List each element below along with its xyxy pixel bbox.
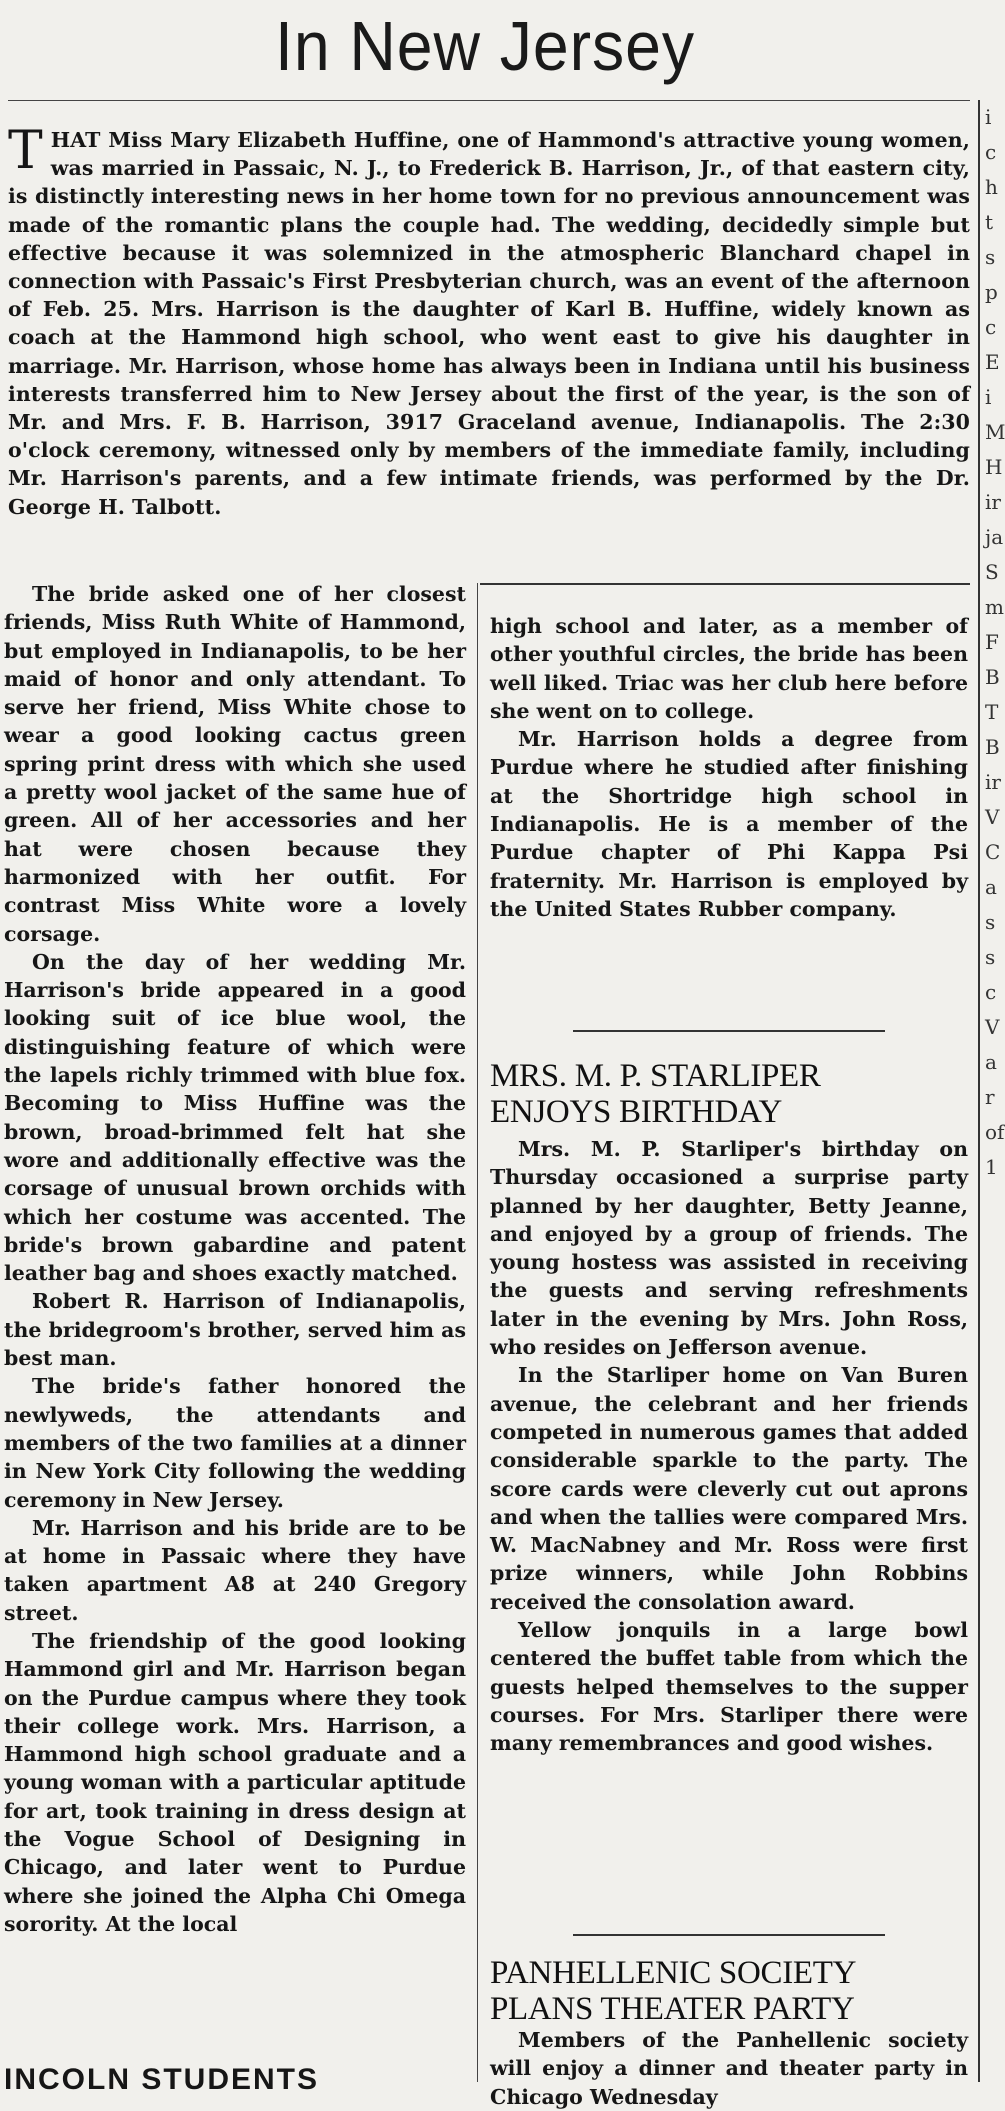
left-paragraph: On the day of her wedding Mr. Harrison's bride appeared in a good looking suit of ice blue wool, the distinguishing feature of which were the lapels richly trimmed with blue fox. Becoming to Miss Huffine was the brown, broad-brimmed felt hat she wore and additionally effective was the corsage of unusual brown orchids with which her costume was accented. The bride's brown gabardine and patent leather bag and shoes exactly matched. bbox=[4, 949, 466, 1286]
page-headline: In New Jersey bbox=[275, 7, 695, 85]
left-paragraph: The bride asked one of her closest friends, Miss Ruth White of Hammond, but employed in Indianapolis, to be her maid of honor and only attendant. To serve her friend, Miss White chose to wear a good looking cactus green spring print dress with which she used a pretty wool jacket of the same hue of green. All of her accessories and her hat were chosen because they harmonized with her outfit. For contrast Miss White wore a lovely corsage. bbox=[4, 582, 466, 946]
mid-paragraph: Mr. Harrison holds a degree from Purdue where he studied after finishing at the Shortridge high school in Indianapolis. He is a member of the Purdue chapter of Phi Kappa Psi fraternity. Mr. Harrison is employed by the United States Rubber company. bbox=[490, 727, 968, 921]
adjacent-column-fragments: i c h t s p c E i M H ir ja S m F B T B ir V C a s s c V a r of 1 bbox=[985, 105, 1005, 1179]
story3-headline-line1: PANHELLENIC SOCIETY bbox=[490, 1955, 857, 1991]
story2-paragraph: Mrs. M. P. Starliper's birthday on Thursday occasioned a surprise party planned by her daughter, Betty Jeanne, and enjoyed by a group of friends. The young hostess was assisted in receiving the guests and serving refreshments later in the evening by Mrs. John Ross, who resides on Jefferson avenue. bbox=[490, 1137, 968, 1360]
story2-headline-line1: MRS. M. P. STARLIPER bbox=[490, 1058, 821, 1094]
story-separator bbox=[573, 1934, 885, 1936]
story3-body bbox=[490, 2026, 968, 2111]
lead-text: HAT Miss Mary Elizabeth Huffine, one of Hammond's attractive young women, was married in Passaic, N. J., to Frederick B. Harrison, Jr., of that eastern city, is distinctly interesting news in her home town for no previous announcement was made of the romantic plans the couple had. The wedding, decidedly simple but effective because it was solemnized in the atmospheric Blanchard chapel in connection with Passaic's First Presbyterian church, was an event of the afternoon of Feb. 25. Mrs. Harrison is the daughter of Karl B. Huffine, widely known as coach at the Hammond high school, who went east to give his daughter in marriage. Mr. Harrison, whose home has always been in Indiana until his business interests transferred him to New Jersey about the first of the year, is the son of Mr. and Mrs. F. B. Harrison, 3917 Graceland avenue, Indianapolis. The 2:30 o'clock ceremony, witnessed only by members of the immediate family, including Mr. Harrison's parents, and a few intimate friends, was performed by the Dr. George H. Talbott. bbox=[8, 128, 970, 519]
story2-headline bbox=[490, 1058, 970, 1130]
middle-rule bbox=[480, 583, 970, 585]
story2-headline-line2: ENJOYS BIRTHDAY bbox=[490, 1094, 783, 1130]
story2-paragraph: Yellow jonquils in a large bowl centered the buffet table from which the guests helped themselves to the supper courses. For Mrs. Starliper there were many remembrances and good wishes. bbox=[490, 1618, 968, 1756]
left-paragraph: Mr. Harrison and his bride are to be at home in Passaic where they have taken apartment A8 at 240 Gregory street. bbox=[4, 1515, 466, 1625]
middle-column-continuation bbox=[490, 612, 968, 923]
column-divider bbox=[477, 583, 478, 2082]
story3-headline bbox=[490, 1955, 970, 2027]
right-column-rule bbox=[978, 100, 980, 2082]
lead-paragraph bbox=[8, 121, 970, 521]
story3-paragraph: Members of the Panhellenic society will enjoy a dinner and theater party in Chicago Wednesday bbox=[490, 2028, 968, 2109]
top-rule bbox=[8, 100, 970, 101]
story2-paragraph: In the Starliper home on Van Buren avenue, the celebrant and her friends competed in numerous games that added considerable sparkle to the party. The score cards were cleverly cut out aprons and when the tallies were compared Mrs. W. MacNabney and Mr. Ross were first prize winners, while John Robbins received the consolation award. bbox=[490, 1363, 968, 1614]
mid-paragraph: high school and later, as a member of other youthful circles, the bride has been well liked. Triac was her club here before she went on to college. bbox=[490, 614, 968, 723]
story3-headline-line2: PLANS THEATER PARTY bbox=[490, 1991, 855, 2027]
drop-cap: T bbox=[8, 121, 43, 181]
left-column bbox=[4, 580, 466, 1938]
left-paragraph: Robert R. Harrison of Indianapolis, the bridegroom's brother, served him as best man. bbox=[4, 1289, 466, 1371]
story2-body bbox=[490, 1135, 968, 1758]
left-paragraph: The friendship of the good looking Hammond girl and Mr. Harrison began on the Purdue campus where they took their college work. Mrs. Harrison, a Hammond high school graduate and a young woman with a particular aptitude for art, took training in dress design at the Vogue School of Designing in Chicago, and later went to Purdue where she joined the Alpha Chi Omega sorority. At the local bbox=[4, 1628, 466, 1936]
left-paragraph: The bride's father honored the newlyweds, the attendants and members of the two families at a dinner in New York City following the wedding ceremony in New Jersey. bbox=[4, 1374, 466, 1512]
story-separator bbox=[573, 1030, 885, 1032]
next-story-headline-partial: INCOLN STUDENTS bbox=[4, 2063, 319, 2096]
